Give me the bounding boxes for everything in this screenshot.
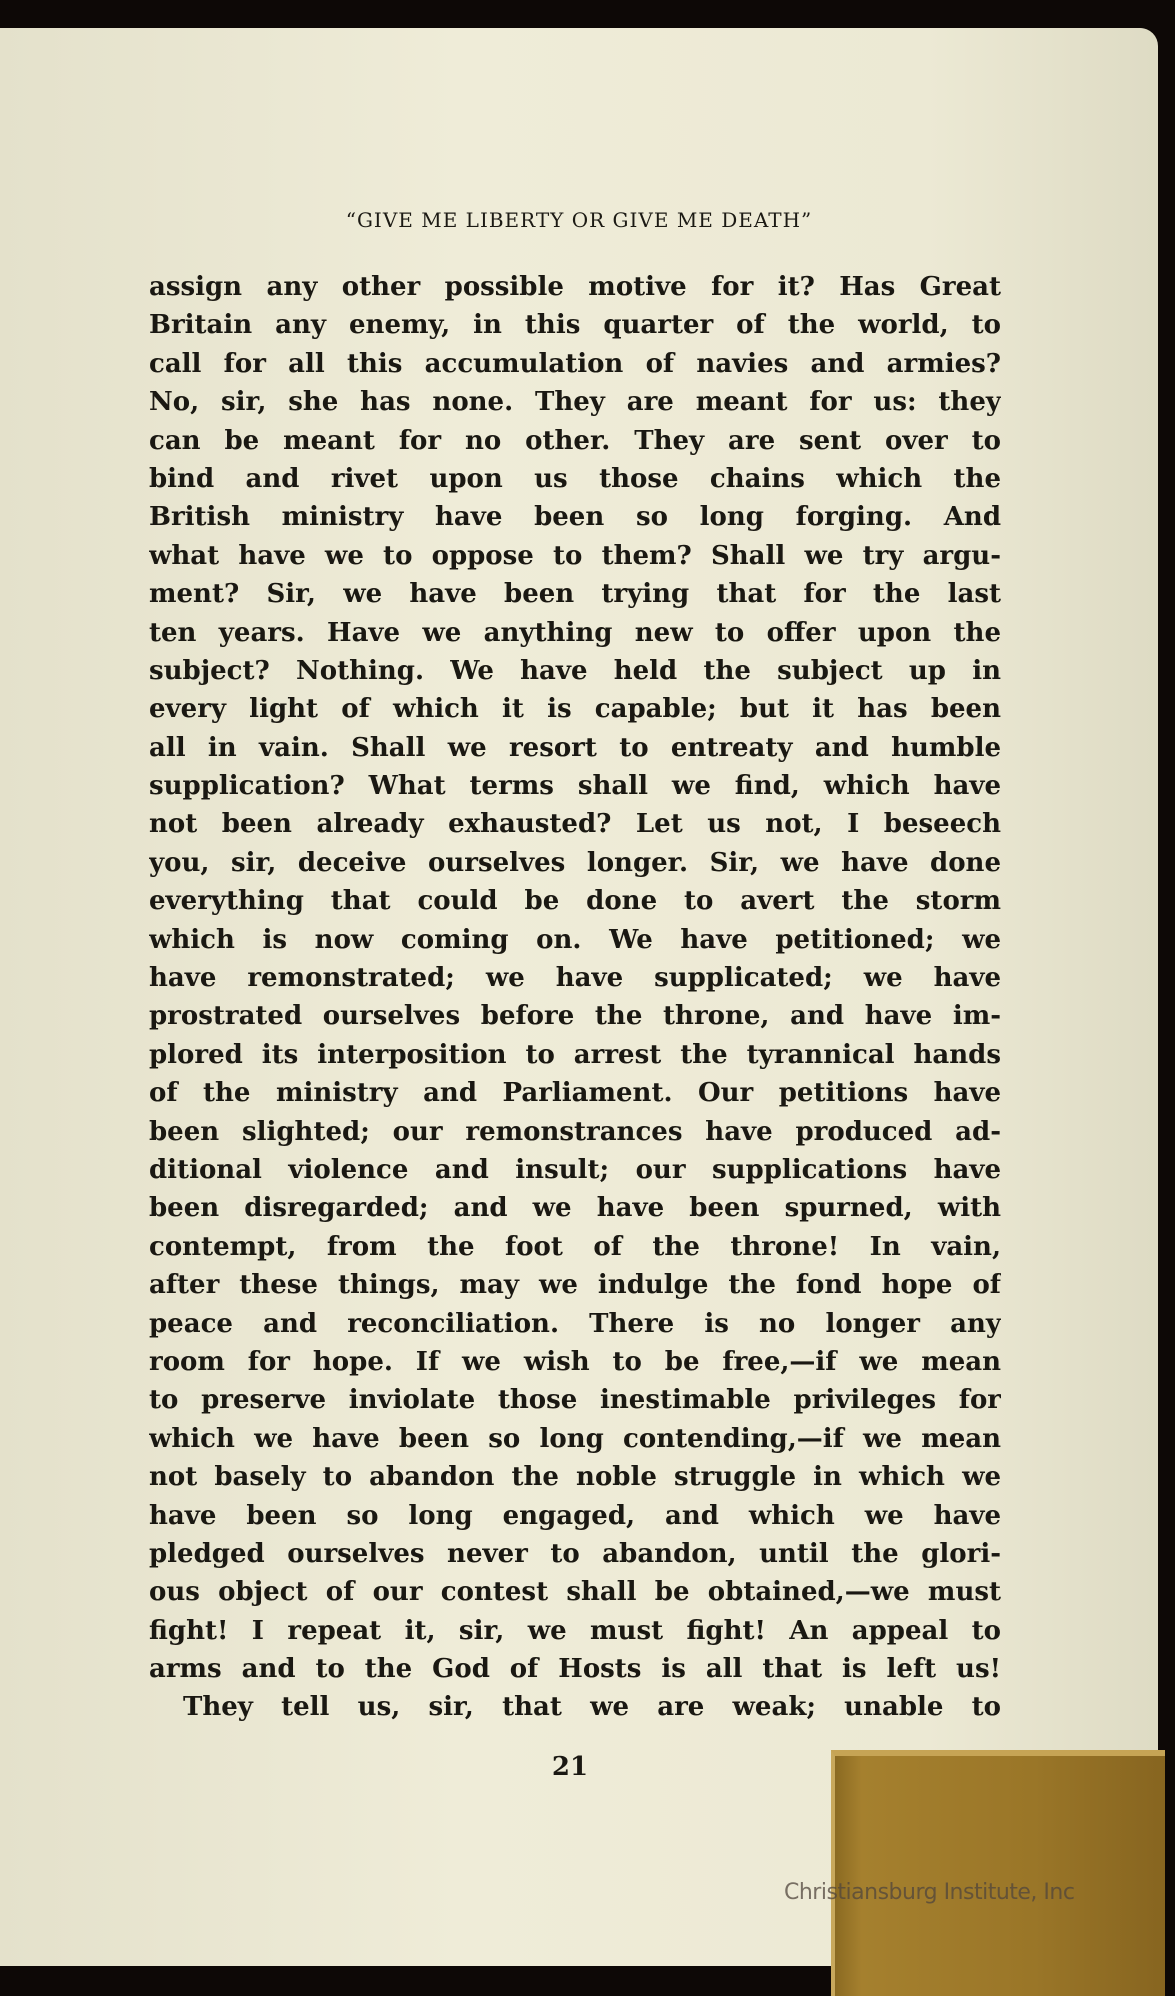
watermark: Christiansburg Institute, Inc [784,1880,1075,1905]
text-line: every light of which it is capable; but it has been [149,694,1001,725]
text-line: assign any other possible motive for it? Has Great [149,272,1001,302]
text-line: No, sir, she has none. They are meant for us: they [149,387,1001,418]
text-line: after these things, may we indulge the fond hope of [149,1270,1001,1301]
running-header: “GIVE ME LIBERTY OR GIVE ME DEATH” [345,208,813,232]
book-page [0,28,1158,1966]
text-line: which is now coming on. We have petitioned; we [149,924,1001,955]
page-body-text [149,268,1001,1727]
text-line: of the ministry and Parliament. Our petitions have [149,1078,1001,1109]
text-line: peace and reconciliation. There is no longer any [149,1308,1001,1339]
text-line: fight! I repeat it, sir, we must fight! An appeal to [149,1615,1001,1646]
page-number: 21 [551,1752,589,1782]
text-line: ditional violence and insult; our supplications have [149,1154,1001,1185]
text-line: you, sir, deceive ourselves longer. Sir, we have done [149,847,1001,878]
text-line: ous object of our contest shall be obtained,—we must [149,1577,1001,1608]
text-line: supplication? What terms shall we find, which have [149,771,1001,802]
text-line: all in vain. Shall we resort to entreaty and humble [149,732,1001,763]
text-line: Britain any enemy, in this quarter of the world, to [149,310,1001,341]
text-line: not basely to abandon the noble struggle in which we [149,1462,1001,1493]
text-line: prostrated ourselves before the throne, and have im- [149,1001,1001,1032]
text-line: British ministry have been so long forging. And [149,502,1001,533]
text-line: pledged ourselves never to abandon, until the glori- [149,1538,1001,1569]
gold-book-edge [831,1750,1165,1996]
text-line: arms and to the God of Hosts is all that is left us! [149,1654,1001,1685]
text-line: what have we to oppose to them? Shall we try argu- [149,540,1001,571]
text-line: everything that could be done to avert the storm [149,886,1001,917]
text-line: contempt, from the foot of the throne! In vain, [149,1231,1001,1262]
text-line: been disregarded; and we have been spurned, with [149,1193,1001,1224]
text-line: not been already exhausted? Let us not, I beseech [149,809,1001,840]
text-line: can be meant for no other. They are sent over to [149,425,1001,456]
text-line: plored its interposition to arrest the tyrannical hands [149,1039,1001,1070]
text-line: ment? Sir, we have been trying that for the last [149,579,1001,610]
text-line: They tell us, sir, that we are weak; unable to [183,1692,1001,1723]
text-line: bind and rivet upon us those chains which the [149,463,1001,494]
text-line: which we have been so long contending,—if we mean [149,1423,1001,1454]
text-line: have been so long engaged, and which we have [149,1500,1001,1531]
text-line: ten years. Have we anything new to offer upon the [149,617,1001,648]
text-line: subject? Nothing. We have held the subject up in [149,655,1001,686]
text-line: been slighted; our remonstrances have produced ad- [149,1116,1001,1147]
text-line: to preserve inviolate those inestimable privileges for [149,1385,1001,1416]
text-line: room for hope. If we wish to be free,—if we mean [149,1346,1001,1377]
text-line: have remonstrated; we have supplicated; we have [149,963,1001,994]
text-line: call for all this accumulation of navies and armies? [149,348,1001,379]
